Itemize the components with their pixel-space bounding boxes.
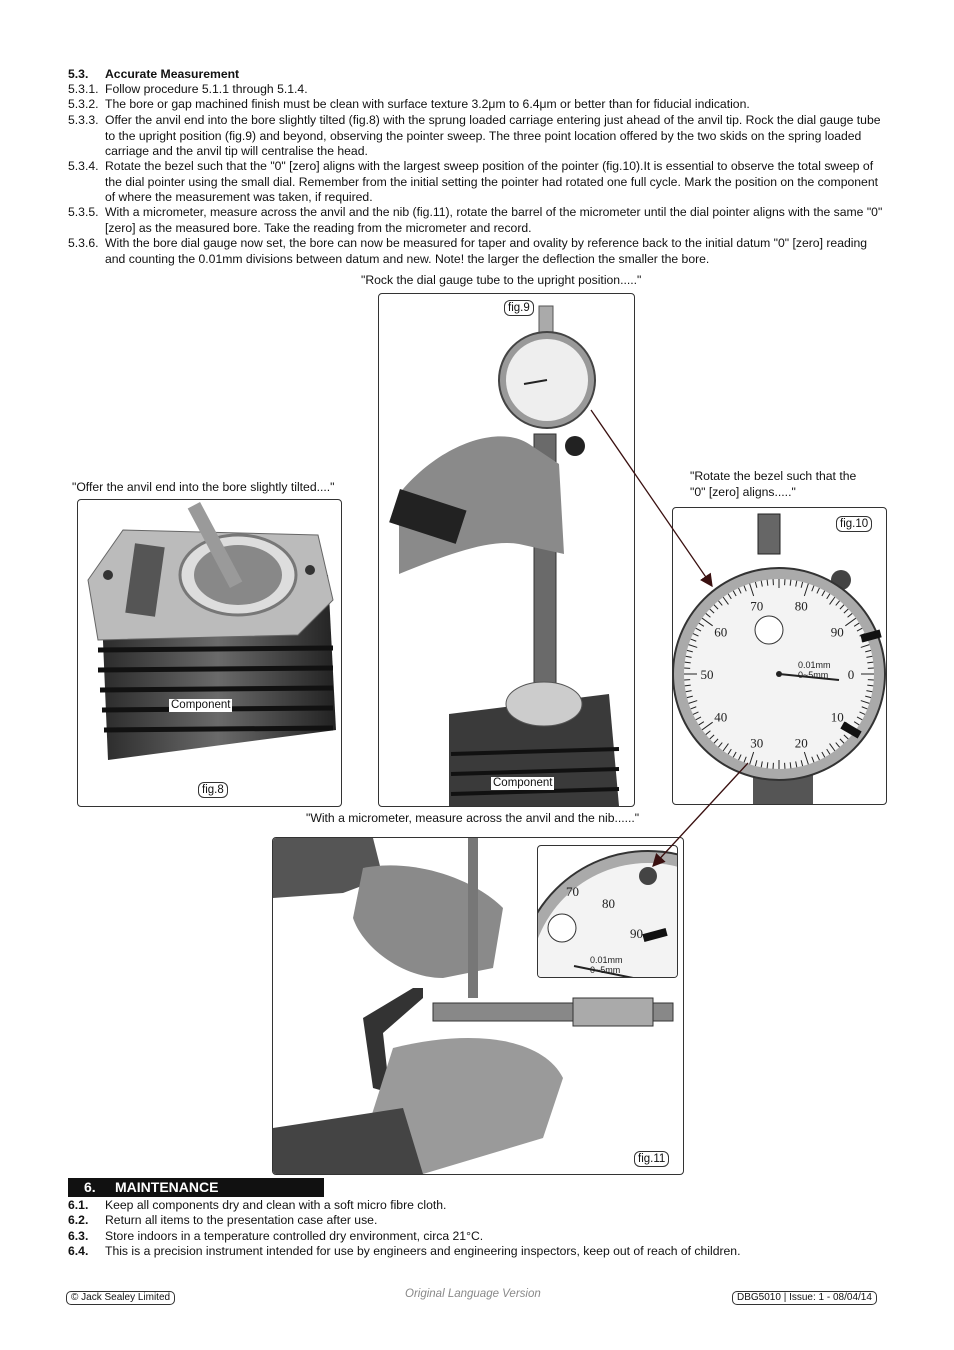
fig8-tag: fig.8 [198, 782, 228, 798]
dial-number: 80 [794, 598, 808, 614]
step-number: 5.3.5. [68, 205, 99, 219]
section-number: 5.3. [68, 67, 89, 81]
inset-dial-number-90: 90 [630, 926, 643, 941]
fig9-tag: fig.9 [504, 300, 534, 316]
item-number: 6.2. [68, 1213, 89, 1227]
section-title: Accurate Measurement [105, 67, 240, 81]
dial-number: 90 [830, 624, 844, 640]
inset-unit-line2: 0~5mm [590, 965, 621, 975]
step-number: 5.3.4. [68, 159, 99, 173]
item-text: Keep all components dry and clean with a soft micro fibre cloth. [105, 1198, 447, 1212]
maintenance-title: MAINTENANCE [115, 1179, 219, 1195]
maintenance-heading [68, 1178, 324, 1197]
dial-number: 70 [750, 598, 764, 614]
dial-number: 50 [700, 667, 714, 682]
step-text: Follow procedure 5.1.1 through 5.1.4. [105, 82, 308, 96]
item-text: Return all items to the presentation case after use. [105, 1213, 378, 1227]
arrow-fig10-to-fig11 [653, 763, 748, 866]
inset-dial-number-80: 80 [602, 896, 615, 911]
fig10-caption-line1: "Rotate the bezel such that the [690, 469, 857, 483]
item-text: Store indoors in a temperature controlled dry environment, circa 21°C. [105, 1229, 484, 1243]
item-number: 6.1. [68, 1198, 89, 1212]
inset-unit-line1: 0.01mm [590, 955, 623, 965]
component-label: Component [493, 777, 553, 789]
component-label: Component [171, 699, 231, 711]
step-text: With a micrometer, measure across the anvil and the nib (fig.11), rotate the barrel of the micrometer until the dial pointer aligns with the same "0" [zero] as the measured bore. Take the reading from the micrometer and record. [105, 205, 883, 235]
arrow-fig9-to-fig10 [591, 410, 712, 586]
dial-number: 10 [830, 709, 844, 725]
footer-language: Original Language Version [405, 1288, 541, 1300]
step-text: With the bore dial gauge now set, the bore can now be measured for taper and ovality by reference back to the initial datum "0" [zero] reading and counting the 0.01mm divisions between datum and new. Note! the larger the deflection the smaller the bore. [105, 236, 868, 266]
fig11-tag: fig.11 [634, 1151, 669, 1167]
item-number: 6.4. [68, 1244, 89, 1258]
dial-number: 40 [714, 709, 728, 725]
step-text: Rotate the bezel such that the "0" [zero] aligns with the largest sweep position of the pointer (fig.10).It is essential to observe the total sweep of the dial pointer using the small dial. Remember from the initial setting the pointer had rotated one full cycle. Mark the position on the component of where the measurement was taken, if required. [105, 159, 878, 204]
step-number: 5.3.2. [68, 97, 99, 111]
fig11-caption: "With a micrometer, measure across the anvil and the nib......" [306, 811, 640, 825]
dial-number: 20 [794, 735, 808, 751]
dial-unit-line2: 0~5mm [798, 670, 829, 680]
footer-copyright: © Jack Sealey Limited [66, 1291, 175, 1305]
footer-doc-ref: DBG5010 | Issue: 1 - 08/04/14 [732, 1291, 877, 1305]
maintenance-number: 6. [84, 1179, 96, 1195]
step-number: 5.3.6. [68, 236, 99, 250]
item-text: This is a precision instrument intended for use by engineers and engineering inspectors, keep out of reach of children. [105, 1244, 741, 1258]
fig8-caption: "Offer the anvil end into the bore slightly tilted...." [72, 480, 335, 494]
fig10-caption-line2: "0" [zero] aligns....." [690, 485, 796, 499]
fig9-caption: "Rock the dial gauge tube to the upright position....." [361, 273, 642, 287]
dial-number: 30 [750, 735, 764, 751]
step-number: 5.3.1. [68, 82, 99, 96]
fig10-tag: fig.10 [836, 516, 872, 532]
step-text: Offer the anvil end into the bore slightly tilted (fig.8) with the sprung loaded carriage entering just ahead of the anvil tip. Rock the dial gauge tube to the upright position (fig.9) and beyond, observing the pointer sweep. The three point location offered by the two skids on the spring loaded carriage and the anvil tip will centralise the head. [105, 113, 881, 158]
inset-dial-number-70: 70 [566, 884, 579, 899]
step-text: The bore or gap machined finish must be clean with surface texture 3.2μm to 6.4μm or better than for fiducial indication. [105, 97, 750, 111]
step-number: 5.3.3. [68, 113, 99, 127]
dial-number: 0 [847, 667, 855, 682]
dial-number: 60 [714, 624, 728, 640]
dial-unit-line1: 0.01mm [798, 660, 831, 670]
item-number: 6.3. [68, 1229, 89, 1243]
